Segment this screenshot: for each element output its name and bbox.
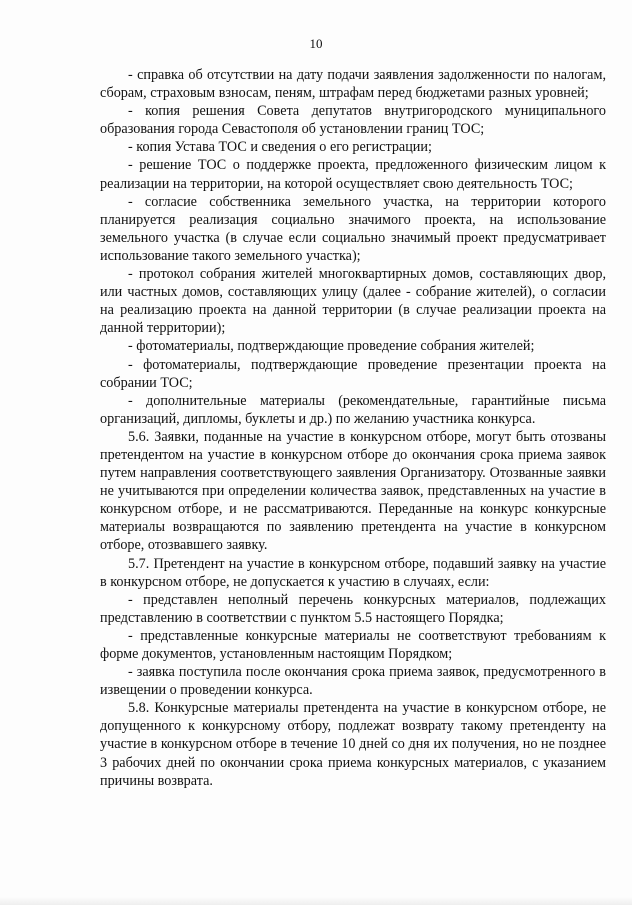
document-body xyxy=(100,66,606,790)
list-item-format-mismatch: - представленные конкурсные материалы не соответствуют требованиям к форме документов, установленным настоящим Порядком; xyxy=(100,627,606,662)
list-item-tos-decision: - решение ТОС о поддержке проекта, предложенного физическим лицом к реализации на территории, на которой осуществляет свою деятельность ТОС; xyxy=(100,157,606,192)
list-item-presentation-photos: - фотоматериалы, подтверждающие проведение презентации проекта на собрании ТОС; xyxy=(100,356,606,391)
list-item-residents-protocol: - протокол собрания жителей многоквартирных домов, составляющих двор, или частных домов, составляющих улицу (далее - собрание жителей), о согласии на реализацию проекта на данной территории (в случае реализации проекта на данной территории); xyxy=(100,266,606,337)
page-number: 10 xyxy=(309,36,323,51)
list-item-tax-certificate: - справка об отсутствии на дату подачи заявления задолженности по налогам, сборам, страховым взносам, пеням, штрафам перед бюджетами разных уровней; xyxy=(100,67,606,102)
list-item-charter-copy: - копия Устава ТОС и сведения о его регистрации; xyxy=(128,139,432,156)
clause-5-8: 5.8. Конкурсные материалы претендента на участие в конкурсном отборе, не допущенного к конкурсному отбору, подлежат возврату такому претенденту на участие в конкурсном отборе в течение 10 дней со дня их получения, но не позднее 3 рабочих дней по окончании срока приема конкурсных материалов, с указанием причины возврата. xyxy=(100,700,606,789)
clause-5-7: 5.7. Претендент на участие в конкурсном отборе, подавший заявку на участие в конкурсном отборе, не допускается к участию в случаях, если: xyxy=(100,555,606,590)
list-item-additional-materials: - дополнительные материалы (рекомендательные, гарантийные письма организаций, дипломы, буклеты и др.) по желанию участника конкурса. xyxy=(100,392,606,427)
list-item-land-owner-consent: - согласие собственника земельного участка, на территории которого планируется реализация социально значимого проекта, на использование земельного участка (в случае если социально значимый проект предусматривает использование такого земельного участка); xyxy=(100,193,606,264)
list-item-late-application: - заявка поступила после окончания срока приема заявок, предусмотренного в извещении о проведении конкурса. xyxy=(100,664,606,699)
clause-5-6: 5.6. Заявки, поданные на участие в конкурсном отборе, могут быть отозваны претендентом на участие в конкурсном отборе до окончания срока приема заявок путем направления соответствующего заявления Организатору. Отозванные заявки не учитываются при определении количества заявок, представленных на участие в конкурсном отборе, и не рассматриваются. Переданные на конкурс конкурсные материалы возвращаются по заявлению претендента на участие в конкурсном отборе, отозвавшего заявку. xyxy=(100,428,606,554)
list-item-meeting-photos: - фотоматериалы, подтверждающие проведение собрания жителей; xyxy=(128,338,535,355)
scan-edge-shadow xyxy=(0,897,632,905)
list-item-incomplete-materials: - представлен неполный перечень конкурсных материалов, подлежащих представлению в соответствии с пунктом 5.5 настоящего Порядка; xyxy=(100,591,606,626)
list-item-council-decision: - копия решения Совета депутатов внутригородского муниципального образования города Севастополя об установлении границ ТОС; xyxy=(100,103,606,138)
